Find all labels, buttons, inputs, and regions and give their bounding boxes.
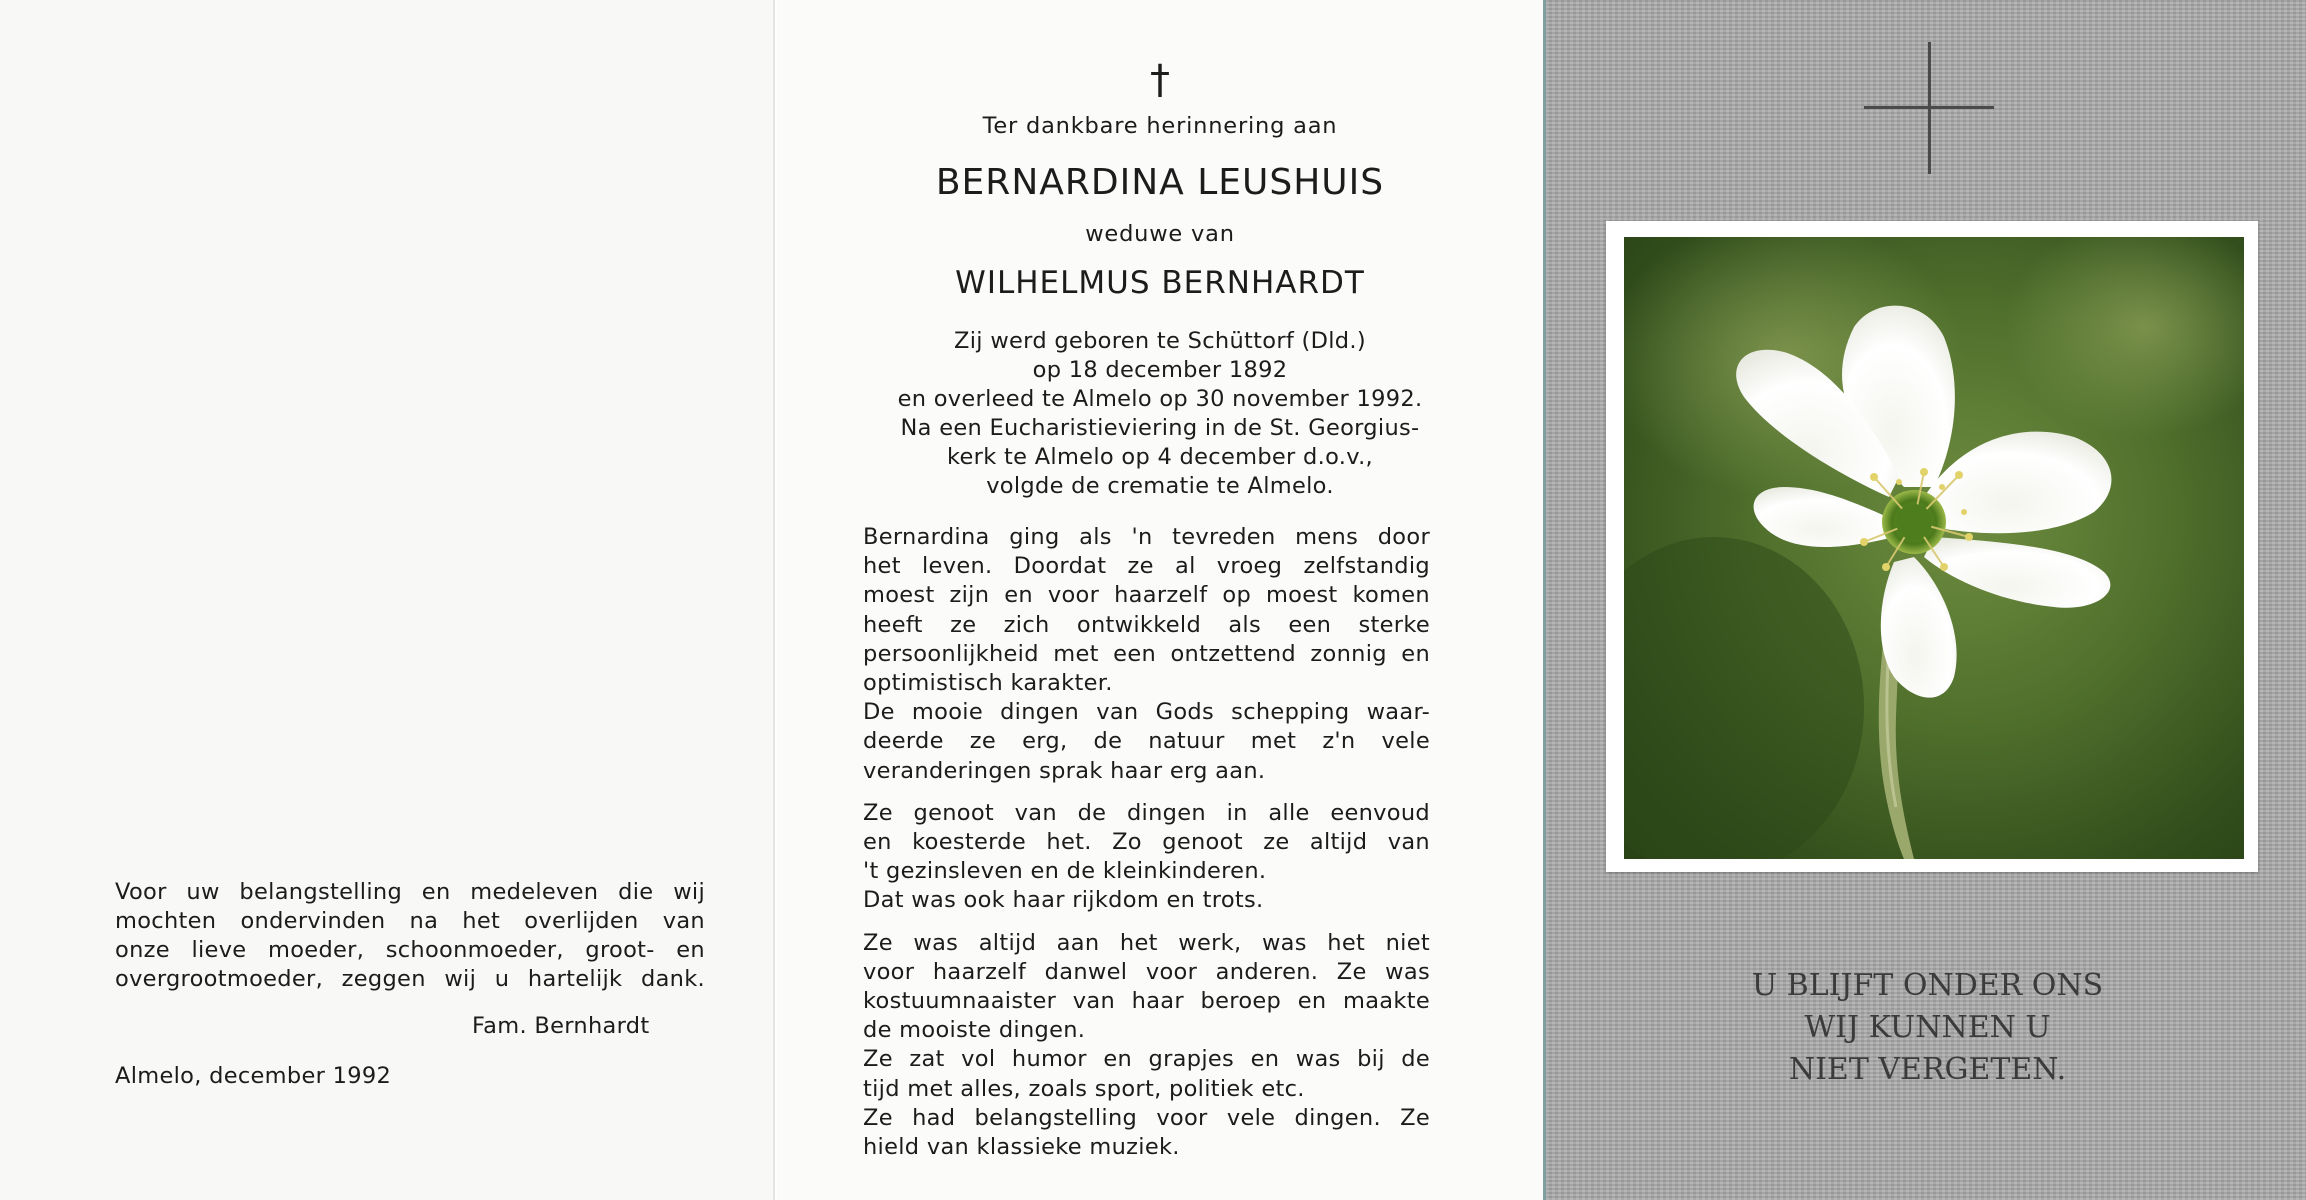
motto-text	[1546, 965, 2306, 1091]
story-line: tijd met alles, zoals sport, politiek etc.	[863, 1075, 1305, 1102]
story-line: 't gezinsleven en de kleinkinderen.	[863, 858, 1267, 885]
thank-you-line: overgrootmoeder, zeggen wij u hartelijk dank.	[115, 966, 705, 992]
story-line: Dat was ook haar rijkdom en trots.	[863, 887, 1264, 914]
remembrance-intro: Ter dankbare herinnering aan	[982, 113, 1338, 139]
story-line: en koesterde het. Zo genoot ze altijd van	[863, 829, 1430, 856]
bio-line: op 18 december 1892	[1032, 357, 1288, 383]
story-line: hield van klassieke muziek.	[863, 1134, 1180, 1161]
thank-you-line: Voor uw belangstelling en medeleven die wij	[115, 879, 705, 905]
biography-dates	[777, 327, 1543, 501]
story-line: de mooiste dingen.	[863, 1017, 1086, 1044]
right-card-cover	[1543, 0, 2306, 1200]
white-anemone-flower-photo	[1624, 237, 2244, 859]
left-card-panel	[0, 0, 775, 1200]
family-signature: Fam. Bernhardt	[472, 1013, 650, 1039]
bio-line: Zij werd geboren te Schüttorf (Dld.)	[954, 328, 1366, 354]
story-line: Ze had belangstelling voor vele dingen. Ze	[863, 1104, 1430, 1131]
widow-of-label: weduwe van	[1085, 221, 1235, 247]
latin-cross-icon	[1864, 42, 1994, 174]
thank-you-text	[115, 878, 705, 994]
story-paragraph	[863, 523, 1430, 786]
life-story	[863, 523, 1430, 1175]
thank-you-line: mochten ondervinden na het overlijden van	[115, 908, 705, 934]
photo-frame	[1606, 221, 2258, 872]
story-paragraph	[863, 799, 1430, 916]
bio-line: Na een Eucharistieviering in de St. Georgius-	[900, 415, 1420, 441]
motto-line: U BLIJFT ONDER ONS	[1751, 968, 2104, 1003]
deceased-name: BERNARDINA LEUSHUIS	[935, 162, 1385, 203]
story-line: Bernardina ging als 'n tevreden mens door	[863, 524, 1430, 550]
story-paragraph	[863, 929, 1430, 1163]
thank-you-line: onze lieve moeder, schoonmoeder, groot- en	[115, 937, 705, 963]
story-line: persoonlijkheid met een ontzettend zonnig en	[863, 640, 1430, 667]
motto-line: NIET VERGETEN.	[1788, 1052, 2067, 1087]
bio-line: kerk te Almelo op 4 december d.o.v.,	[947, 444, 1373, 470]
story-line: het leven. Doordat ze al vroeg zelfstandig	[863, 553, 1430, 580]
story-line: Ze was altijd aan het werk, was het niet	[863, 929, 1430, 956]
story-line: veranderingen sprak haar erg aan.	[863, 757, 1266, 784]
story-line: heeft ze zich ontwikkeld als een sterke	[863, 611, 1430, 638]
motto-line: WIJ KUNNEN U	[1804, 1010, 2051, 1045]
story-line: De mooie dingen van Gods schepping waar-	[863, 699, 1430, 726]
story-line: deerde ze erg, de natuur met z'n vele	[863, 728, 1430, 755]
story-line: Ze genoot van de dingen in alle eenvoud	[863, 799, 1430, 826]
husband-name: WILHELMUS BERNHARDT	[955, 265, 1365, 301]
story-line: kostuumnaaister van haar beroep en maakte	[863, 988, 1430, 1015]
story-line: Ze zat vol humor en grapjes en was bij de	[863, 1046, 1430, 1073]
bio-line: volgde de crematie te Almelo.	[986, 473, 1334, 499]
story-line: moest zijn en voor haarzelf op moest komen	[863, 582, 1430, 609]
story-line: voor haarzelf danwel voor anderen. Ze was	[863, 958, 1430, 985]
story-line: optimistisch karakter.	[863, 670, 1113, 697]
dagger-cross-icon: †	[1150, 57, 1170, 103]
middle-card-panel	[777, 0, 1543, 1200]
bio-line: en overleed te Almelo op 30 november 1992.	[897, 386, 1423, 412]
place-and-date: Almelo, december 1992	[115, 1063, 392, 1089]
